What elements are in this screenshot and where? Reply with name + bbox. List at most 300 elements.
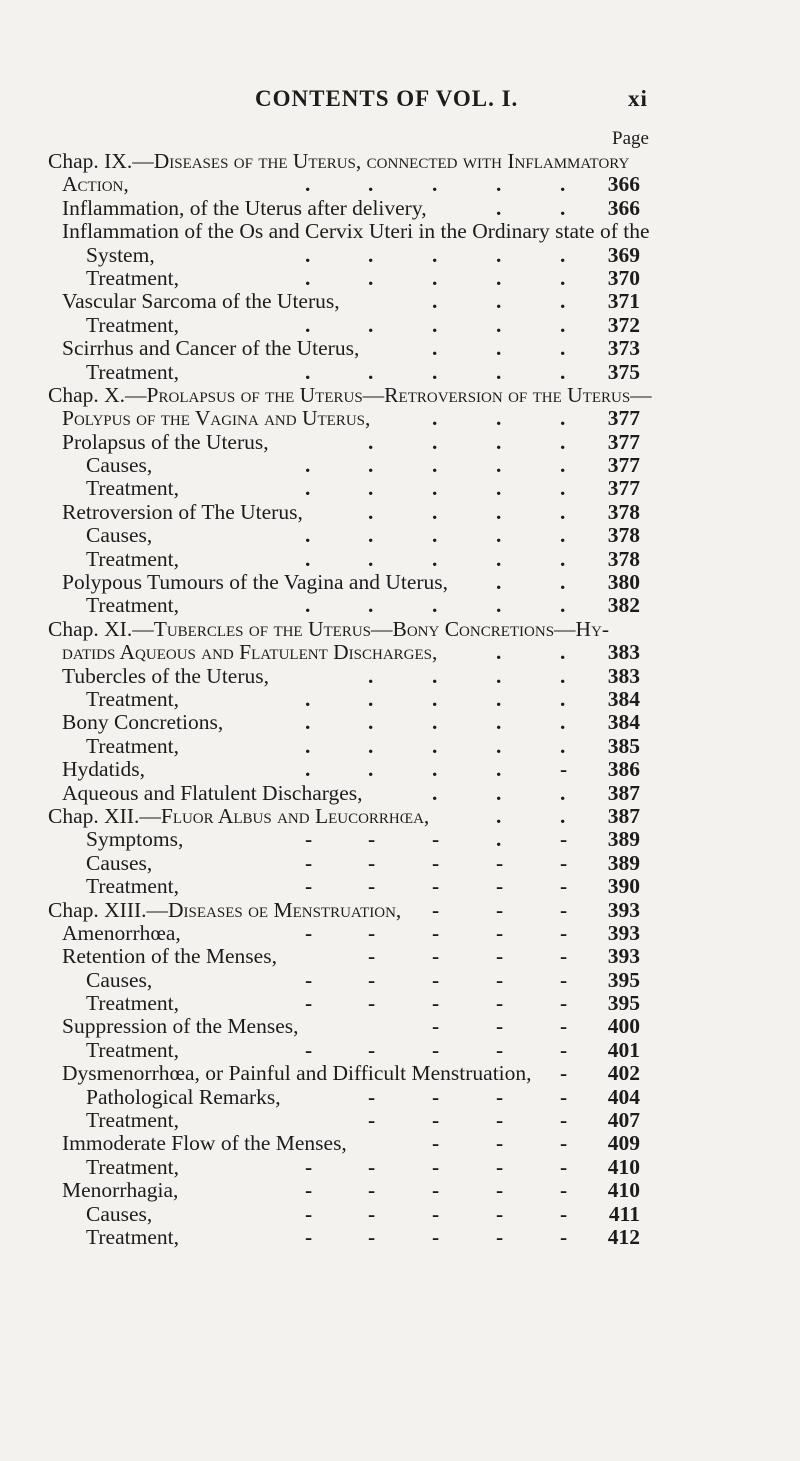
leader-mark: -	[560, 850, 568, 875]
leader-mark: -	[305, 850, 313, 875]
leader-mark: -	[432, 920, 440, 945]
entry-title-text: Treatment,	[86, 991, 179, 1016]
leader-mark: -	[560, 991, 568, 1016]
leader-mark: -	[368, 1037, 376, 1062]
page-number: 378	[607, 546, 640, 571]
toc-entry	[0, 1062, 800, 1085]
leader-mark: -	[496, 1154, 504, 1179]
leader-mark: .	[368, 265, 374, 290]
leader-mark: -	[560, 1224, 568, 1249]
chapter-heading	[0, 899, 800, 922]
entry-title-text: Hydatids,	[62, 757, 146, 782]
entry-title-text: Polypus of the Vagina and Uterus,	[62, 406, 371, 431]
entry-title	[62, 641, 437, 664]
leader-mark: .	[368, 593, 374, 618]
leader-mark: -	[432, 1014, 440, 1039]
entry-title-text: Treatment,	[86, 686, 179, 711]
leader-mark: .	[560, 336, 566, 361]
leader-mark: -	[496, 920, 504, 945]
leader-mark: -	[560, 1178, 568, 1203]
leader-mark: .	[496, 686, 502, 711]
entry-title	[62, 1062, 532, 1085]
toc-entry	[0, 711, 800, 734]
chapter-heading	[0, 150, 800, 173]
entry-title	[62, 431, 269, 454]
leader-mark: .	[496, 265, 502, 290]
page-number: 385	[607, 733, 640, 758]
entry-title	[86, 1156, 179, 1179]
leader-mark: .	[560, 429, 566, 454]
toc-entry	[0, 945, 800, 968]
entry-title	[48, 805, 429, 828]
entry-title-text: Vascular Sarcoma of the Uterus,	[62, 289, 340, 314]
entry-title-text: Treatment,	[86, 1154, 179, 1179]
leader-mark: -	[560, 1037, 568, 1062]
leader-mark: -	[496, 1084, 504, 1109]
toc-entry	[0, 1132, 800, 1155]
toc-entry	[0, 244, 800, 267]
running-head	[0, 86, 800, 116]
leader-mark: .	[305, 523, 311, 548]
leader-mark: .	[560, 453, 566, 478]
entry-title	[86, 969, 152, 992]
entry-title	[86, 548, 179, 571]
leader-mark: -	[496, 944, 504, 969]
page-number: 377	[607, 476, 640, 501]
page-number: 377	[607, 406, 640, 431]
leader-mark: -	[496, 1224, 504, 1249]
entry-title-text: Treatment,	[86, 1108, 179, 1133]
toc-entry	[0, 758, 800, 781]
leader-mark: -	[368, 1154, 376, 1179]
page-column-label: Page	[612, 128, 649, 149]
leader-mark: .	[560, 570, 566, 595]
leader-mark: .	[368, 172, 374, 197]
entry-title-text: Polypous Tumours of the Vagina and Uterus,	[62, 570, 449, 595]
entry-title	[86, 477, 179, 500]
leader-mark: .	[305, 242, 311, 267]
leader-mark: .	[496, 757, 502, 782]
entry-title-text: Symptoms,	[86, 827, 184, 852]
leader-mark: -	[560, 944, 568, 969]
page-number: 393	[607, 944, 640, 969]
leader-mark: .	[305, 757, 311, 782]
leader-mark: .	[368, 733, 374, 758]
entry-title	[86, 1203, 152, 1226]
leader-mark: -	[496, 1037, 504, 1062]
leader-mark: -	[560, 1154, 568, 1179]
entry-title	[86, 594, 179, 617]
chapter-number: Chap. IX.—	[48, 149, 154, 173]
page-number: 402	[607, 1061, 640, 1086]
leader-mark: -	[368, 1178, 376, 1203]
entry-title-text: Retention of the Menses,	[62, 944, 277, 969]
leader-mark: .	[305, 710, 311, 735]
leader-mark: -	[432, 1154, 440, 1179]
leader-mark: .	[305, 359, 311, 384]
entry-title	[62, 1015, 298, 1038]
leader-mark: -	[305, 827, 313, 852]
leader-mark: -	[560, 967, 568, 992]
leader-mark: .	[432, 336, 438, 361]
leader-mark: .	[432, 453, 438, 478]
entry-title	[86, 875, 179, 898]
leader-mark: -	[432, 1224, 440, 1249]
table-of-contents	[0, 150, 800, 1249]
page-number: 393	[607, 920, 640, 945]
page-number: 383	[607, 663, 640, 688]
leader-mark: .	[368, 453, 374, 478]
toc-entry	[0, 524, 800, 547]
entry-title	[48, 150, 629, 173]
leader-mark: .	[305, 265, 311, 290]
leader-mark: .	[496, 710, 502, 735]
leader-mark: .	[432, 663, 438, 688]
page-number: 377	[607, 453, 640, 478]
leader-mark: .	[496, 546, 502, 571]
page-number: 366	[607, 172, 640, 197]
entry-title-text: Treatment,	[86, 1224, 179, 1249]
entry-title-text: Inflammation, of the Uterus after delivery,	[62, 195, 427, 220]
page-number: 401	[607, 1037, 640, 1062]
leader-mark: -	[305, 920, 313, 945]
toc-entry	[0, 337, 800, 360]
entry-title	[62, 665, 269, 688]
page-number: 395	[607, 967, 640, 992]
page-folio: xi	[628, 86, 648, 111]
toc-entry	[0, 314, 800, 337]
leader-mark: .	[496, 359, 502, 384]
entry-title-text: Treatment,	[86, 733, 179, 758]
leader-mark: -	[560, 920, 568, 945]
leader-mark: -	[560, 1084, 568, 1109]
leader-mark: .	[368, 499, 374, 524]
leader-mark: .	[496, 640, 502, 665]
entry-title	[86, 267, 179, 290]
chapter-heading	[0, 805, 800, 828]
leader-mark: -	[560, 897, 568, 922]
leader-mark: -	[496, 874, 504, 899]
leader-mark: .	[305, 733, 311, 758]
leader-mark: .	[560, 289, 566, 314]
entry-title	[62, 407, 370, 430]
entry-title-text: Diseases oe Menstruation,	[168, 897, 402, 922]
leader-mark: .	[368, 359, 374, 384]
leader-mark: -	[368, 1084, 376, 1109]
entry-title-text: System,	[86, 242, 155, 267]
leader-mark: -	[305, 1037, 313, 1062]
leader-mark: -	[305, 1178, 313, 1203]
entry-title	[62, 290, 340, 313]
toc-entry	[0, 571, 800, 594]
leader-mark: .	[560, 546, 566, 571]
entry-title	[86, 828, 183, 851]
leader-mark: -	[432, 1178, 440, 1203]
toc-entry	[0, 220, 800, 243]
entry-title	[62, 1132, 347, 1155]
entry-title-text: Treatment,	[86, 546, 179, 571]
page-number: 404	[607, 1084, 640, 1109]
leader-mark: -	[496, 897, 504, 922]
toc-entry	[0, 665, 800, 688]
leader-mark: .	[560, 406, 566, 431]
leader-mark: -	[432, 850, 440, 875]
leader-mark: .	[560, 523, 566, 548]
leader-mark: -	[432, 944, 440, 969]
entry-title	[62, 571, 448, 594]
leader-mark: .	[305, 593, 311, 618]
chapter-number: Chap. XII.—	[48, 803, 161, 828]
page-number: 377	[607, 429, 640, 454]
leader-mark: .	[432, 476, 438, 501]
toc-entry	[0, 735, 800, 758]
entry-title	[62, 945, 277, 968]
leader-mark: .	[305, 546, 311, 571]
leader-mark: -	[496, 1014, 504, 1039]
entry-title-text: datids Aqueous and Flatulent Discharges,	[62, 640, 438, 665]
leader-mark: .	[432, 172, 438, 197]
chapter-number: Chap. XIII.—	[48, 897, 169, 922]
page-number: 372	[607, 312, 640, 337]
leader-mark: .	[560, 710, 566, 735]
leader-mark: .	[560, 499, 566, 524]
toc-entry	[0, 197, 800, 220]
entry-title	[62, 758, 145, 781]
leader-mark: .	[496, 336, 502, 361]
leader-mark: -	[432, 991, 440, 1016]
page-number: 390	[607, 874, 640, 899]
entry-title-text: Prolapsus of the Uterus,	[62, 429, 269, 454]
leader-mark: -	[560, 1201, 568, 1226]
entry-title-text: Action,	[62, 172, 129, 197]
leader-mark: -	[560, 1131, 568, 1156]
leader-mark: -	[432, 1201, 440, 1226]
entry-title-text: Treatment,	[86, 874, 179, 899]
leader-mark: .	[432, 242, 438, 267]
leader-mark: .	[560, 312, 566, 337]
leader-mark: .	[368, 312, 374, 337]
entry-title-text: Causes,	[86, 523, 153, 548]
toc-entry	[0, 922, 800, 945]
entry-title-text: Dysmenorrhœa, or Painful and Difficult Menstruation,	[62, 1061, 532, 1086]
leader-mark: .	[432, 429, 438, 454]
leader-mark: .	[368, 523, 374, 548]
toc-entry	[0, 1203, 800, 1226]
toc-entry	[0, 992, 800, 1015]
entry-title	[86, 1109, 179, 1132]
entry-title-text: Pathological Remarks,	[86, 1084, 281, 1109]
entry-title-text: Treatment,	[86, 1037, 179, 1062]
leader-mark: .	[368, 429, 374, 454]
leader-mark: -	[305, 967, 313, 992]
leader-mark: -	[496, 1201, 504, 1226]
leader-mark: .	[432, 710, 438, 735]
entry-title	[86, 852, 152, 875]
chapter-heading	[0, 384, 800, 407]
toc-entry	[0, 875, 800, 898]
leader-mark: -	[560, 1061, 568, 1086]
leader-mark: .	[560, 172, 566, 197]
page-number: 370	[607, 265, 640, 290]
entry-title	[86, 1086, 281, 1109]
leader-mark: .	[560, 803, 566, 828]
toc-entry	[0, 1039, 800, 1062]
leader-mark: -	[432, 1108, 440, 1133]
leader-mark: -	[368, 967, 376, 992]
entry-title	[86, 454, 152, 477]
entry-title	[48, 384, 652, 407]
toc-entry	[0, 688, 800, 711]
leader-mark: -	[305, 1154, 313, 1179]
leader-mark: .	[496, 780, 502, 805]
page-number: 407	[607, 1108, 640, 1133]
leader-mark: .	[432, 780, 438, 805]
running-head-title: CONTENTS OF VOL. I.	[255, 86, 519, 111]
toc-entry	[0, 828, 800, 851]
entry-title	[62, 197, 427, 220]
toc-entry	[0, 407, 800, 430]
leader-mark: .	[496, 570, 502, 595]
toc-entry	[0, 1179, 800, 1202]
entry-title-text: Treatment,	[86, 312, 179, 337]
page-number: 375	[607, 359, 640, 384]
leader-mark: -	[305, 1201, 313, 1226]
entry-title-text: Causes,	[86, 1201, 153, 1226]
entry-title	[86, 524, 152, 547]
leader-mark: .	[305, 312, 311, 337]
leader-mark: -	[496, 1178, 504, 1203]
toc-entry	[0, 852, 800, 875]
entry-title-text: Causes,	[86, 850, 153, 875]
leader-mark: .	[496, 663, 502, 688]
leader-mark: -	[368, 1108, 376, 1133]
page-number: 378	[607, 499, 640, 524]
leader-mark: -	[368, 850, 376, 875]
leader-mark: .	[305, 453, 311, 478]
leader-mark: .	[496, 289, 502, 314]
entry-title-text: Fluor Albus and Leucorrhœa,	[160, 803, 430, 828]
leader-mark: .	[496, 242, 502, 267]
leader-mark: .	[368, 686, 374, 711]
page-number: 366	[607, 195, 640, 220]
leader-mark: .	[496, 453, 502, 478]
entry-title	[86, 1039, 179, 1062]
entry-title-text: Scirrhus and Cancer of the Uterus,	[62, 336, 360, 361]
entry-title-text: Diseases of the Uterus, connected with Inflammatory	[153, 149, 630, 173]
entry-title	[62, 711, 223, 734]
entry-title	[62, 922, 181, 945]
leader-mark: .	[496, 195, 502, 220]
leader-mark: .	[432, 523, 438, 548]
entry-title	[86, 244, 155, 267]
entry-title	[62, 782, 363, 805]
leader-mark: -	[496, 1131, 504, 1156]
leader-mark: -	[432, 1037, 440, 1062]
leader-mark: .	[560, 663, 566, 688]
entry-title	[86, 992, 179, 1015]
leader-mark: .	[305, 172, 311, 197]
leader-mark: .	[496, 523, 502, 548]
page-number: 387	[607, 780, 640, 805]
toc-entry	[0, 1156, 800, 1179]
leader-mark: -	[560, 757, 568, 782]
leader-mark: -	[368, 944, 376, 969]
page-number: 387	[607, 803, 640, 828]
leader-mark: .	[560, 733, 566, 758]
leader-mark: -	[560, 1014, 568, 1039]
page-number: 411	[608, 1201, 640, 1226]
entry-title-text: Causes,	[86, 967, 153, 992]
toc-entry	[0, 969, 800, 992]
leader-mark: .	[560, 242, 566, 267]
leader-mark: .	[432, 686, 438, 711]
toc-entry	[0, 1086, 800, 1109]
leader-mark: .	[560, 593, 566, 618]
page-number: 383	[607, 640, 640, 665]
toc-entry	[0, 361, 800, 384]
leader-mark: .	[560, 359, 566, 384]
entry-title	[86, 1226, 179, 1249]
leader-mark: -	[305, 991, 313, 1016]
leader-mark: .	[305, 476, 311, 501]
leader-mark: .	[368, 757, 374, 782]
chapter-number: Chap. XI.—	[48, 616, 154, 641]
entry-title	[86, 735, 179, 758]
toc-entry	[0, 290, 800, 313]
leader-mark: .	[432, 289, 438, 314]
toc-entry	[0, 548, 800, 571]
leader-mark: .	[560, 780, 566, 805]
toc-entry	[0, 1015, 800, 1038]
leader-mark: -	[496, 1108, 504, 1133]
leader-mark: .	[368, 710, 374, 735]
entry-title-text: Bony Concretions,	[62, 710, 224, 735]
page-number: 384	[607, 686, 640, 711]
toc-entry	[0, 1109, 800, 1132]
leader-mark: .	[368, 476, 374, 501]
page-number: 378	[607, 523, 640, 548]
leader-mark: -	[432, 1131, 440, 1156]
page-number: 393	[607, 897, 640, 922]
leader-mark: -	[368, 920, 376, 945]
leader-mark: .	[432, 733, 438, 758]
leader-mark: -	[496, 967, 504, 992]
page-number: 400	[607, 1014, 640, 1039]
leader-mark: .	[496, 429, 502, 454]
page-number: 386	[607, 757, 640, 782]
entry-title	[62, 337, 359, 360]
page-number: 382	[607, 593, 640, 618]
leader-mark: .	[496, 499, 502, 524]
entry-title	[62, 220, 650, 243]
entry-title-text: Suppression of the Menses,	[62, 1014, 299, 1039]
leader-mark: -	[432, 1084, 440, 1109]
leader-mark: .	[560, 476, 566, 501]
entry-title-text: Tubercles of the Uterus,	[62, 663, 270, 688]
leader-mark: .	[368, 242, 374, 267]
entry-title-text: Prolapsus of the Uterus—Retroversion of the Uterus—	[146, 382, 652, 407]
leader-mark: -	[368, 991, 376, 1016]
leader-mark: -	[432, 827, 440, 852]
leader-mark: .	[560, 195, 566, 220]
entry-title	[86, 688, 179, 711]
leader-mark: -	[368, 874, 376, 899]
leader-mark: -	[560, 827, 568, 852]
leader-mark: .	[496, 803, 502, 828]
chapter-number: Chap. X.—	[48, 382, 147, 407]
toc-entry	[0, 173, 800, 196]
leader-mark: .	[560, 640, 566, 665]
